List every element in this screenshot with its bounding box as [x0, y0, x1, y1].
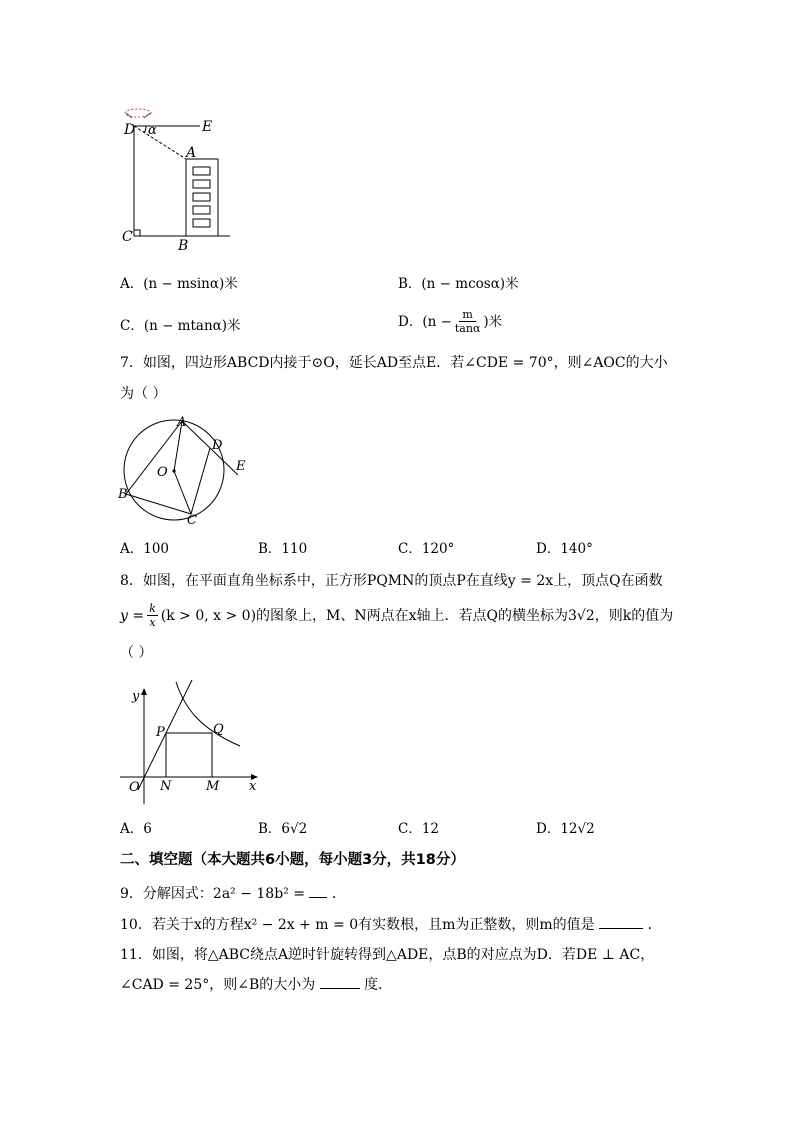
label-a: A: [177, 415, 187, 430]
q7-stem-line2: 为（ ）: [120, 386, 167, 402]
center-point: [172, 469, 175, 472]
label-c: C: [187, 513, 197, 526]
q6-option-c[interactable]: C．(n − mtanα)米: [120, 318, 241, 334]
q11-text: ∠CAD = 25°，则∠B的大小为: [120, 977, 316, 993]
label-o: O: [129, 780, 140, 795]
fraction-numerator: m: [459, 308, 475, 322]
label-e: E: [202, 119, 213, 135]
q7-figure: [114, 414, 254, 526]
q8-option-d[interactable]: D．12√2: [536, 821, 595, 837]
q8-stem-line2-rest: (k > 0, x > 0)的图象上，M、N两点在x轴上．若点Q的横坐标为3√2，则k的值为: [160, 607, 674, 624]
line-y-2x: [138, 680, 192, 790]
q6-option-d[interactable]: [398, 308, 502, 335]
fraction-numerator: k: [149, 602, 156, 615]
q8-stem-line2: [120, 602, 673, 629]
q8-function-fraction: [147, 602, 158, 629]
q7-option-c[interactable]: C．120°: [398, 541, 455, 557]
label-b: B: [118, 487, 128, 502]
q11-stem-line2: [120, 976, 392, 994]
q8-stem-line1: 8．如图，在平面直角坐标系中，正方形PQMN的顶点P在直线y = 2x上，顶点Q在函数: [120, 573, 663, 589]
q7-option-a[interactable]: A．100: [120, 541, 170, 557]
label-d: D: [212, 438, 223, 453]
q9-text: 9．分解因式：2a² − 18b² =: [120, 886, 305, 902]
q8-option-a[interactable]: A．6: [120, 821, 152, 837]
q6-option-b[interactable]: B．(n − mcosα)米: [398, 276, 519, 292]
q6-option-a[interactable]: A．(n − msinα)米: [120, 276, 238, 292]
q10-end: ．: [647, 917, 662, 933]
label-alpha: α: [148, 123, 157, 138]
q6-figure: [112, 104, 242, 254]
q6-option-d-prefix: D．(n −: [398, 313, 452, 330]
section-2-title: 二、填空题（本大题共6小题，每小题3分，共18分）: [120, 852, 465, 868]
label-p: P: [156, 725, 165, 740]
q8-stem-line3: （ ）: [120, 645, 153, 661]
label-q: Q: [213, 722, 224, 737]
q8-figure: [118, 676, 268, 804]
segment-oc: [174, 471, 191, 514]
label-x: x: [249, 779, 257, 794]
label-y: y: [132, 689, 140, 704]
q9-end: ．: [331, 886, 346, 902]
label-c: C: [122, 229, 133, 245]
label-d: D: [124, 122, 136, 138]
right-angle-c: [134, 230, 140, 236]
sight-line-da: [134, 126, 186, 159]
q8-function-prefix: y =: [120, 607, 145, 624]
q11-end: 度．: [364, 977, 393, 993]
q8-option-c[interactable]: C．12: [398, 821, 440, 837]
label-o: O: [157, 465, 168, 480]
q10-stem: [120, 916, 662, 934]
q10-answer-blank[interactable]: [599, 916, 643, 929]
q9-answer-blank[interactable]: [309, 885, 327, 898]
q10-text: 10．若关于x的方程x² − 2x + m = 0有实数根，且m为正整数，则m的值是: [120, 917, 595, 933]
q6-option-d-suffix: )米: [483, 313, 503, 330]
fraction-denominator: x: [149, 616, 156, 629]
q8-option-b[interactable]: B．6√2: [258, 821, 308, 837]
square-pqmn: [166, 733, 212, 777]
hyperbola-curve: [176, 682, 240, 746]
label-n: N: [160, 779, 172, 794]
label-e: E: [236, 459, 246, 474]
q9-stem: [120, 885, 346, 903]
q11-stem-line1: 11．如图，将△ABC绕点A逆时针旋转得到△ADE，点B的对应点为D．若DE ⊥ AC，: [120, 947, 655, 963]
q6-option-d-fraction: [455, 308, 481, 335]
fraction-denominator: tanα: [454, 322, 481, 335]
label-b: B: [178, 238, 189, 254]
q7-stem-line1: 7．如图，四边形ABCD内接于⊙O，延长AD至点E．若∠CDE = 70°，则∠AOC的大小: [120, 355, 668, 371]
building: [186, 159, 218, 236]
q11-answer-blank[interactable]: [320, 976, 360, 989]
q7-option-d[interactable]: D．140°: [536, 541, 593, 557]
label-m: M: [206, 779, 220, 794]
label-a: A: [186, 145, 197, 161]
q7-option-b[interactable]: B．110: [258, 541, 308, 557]
